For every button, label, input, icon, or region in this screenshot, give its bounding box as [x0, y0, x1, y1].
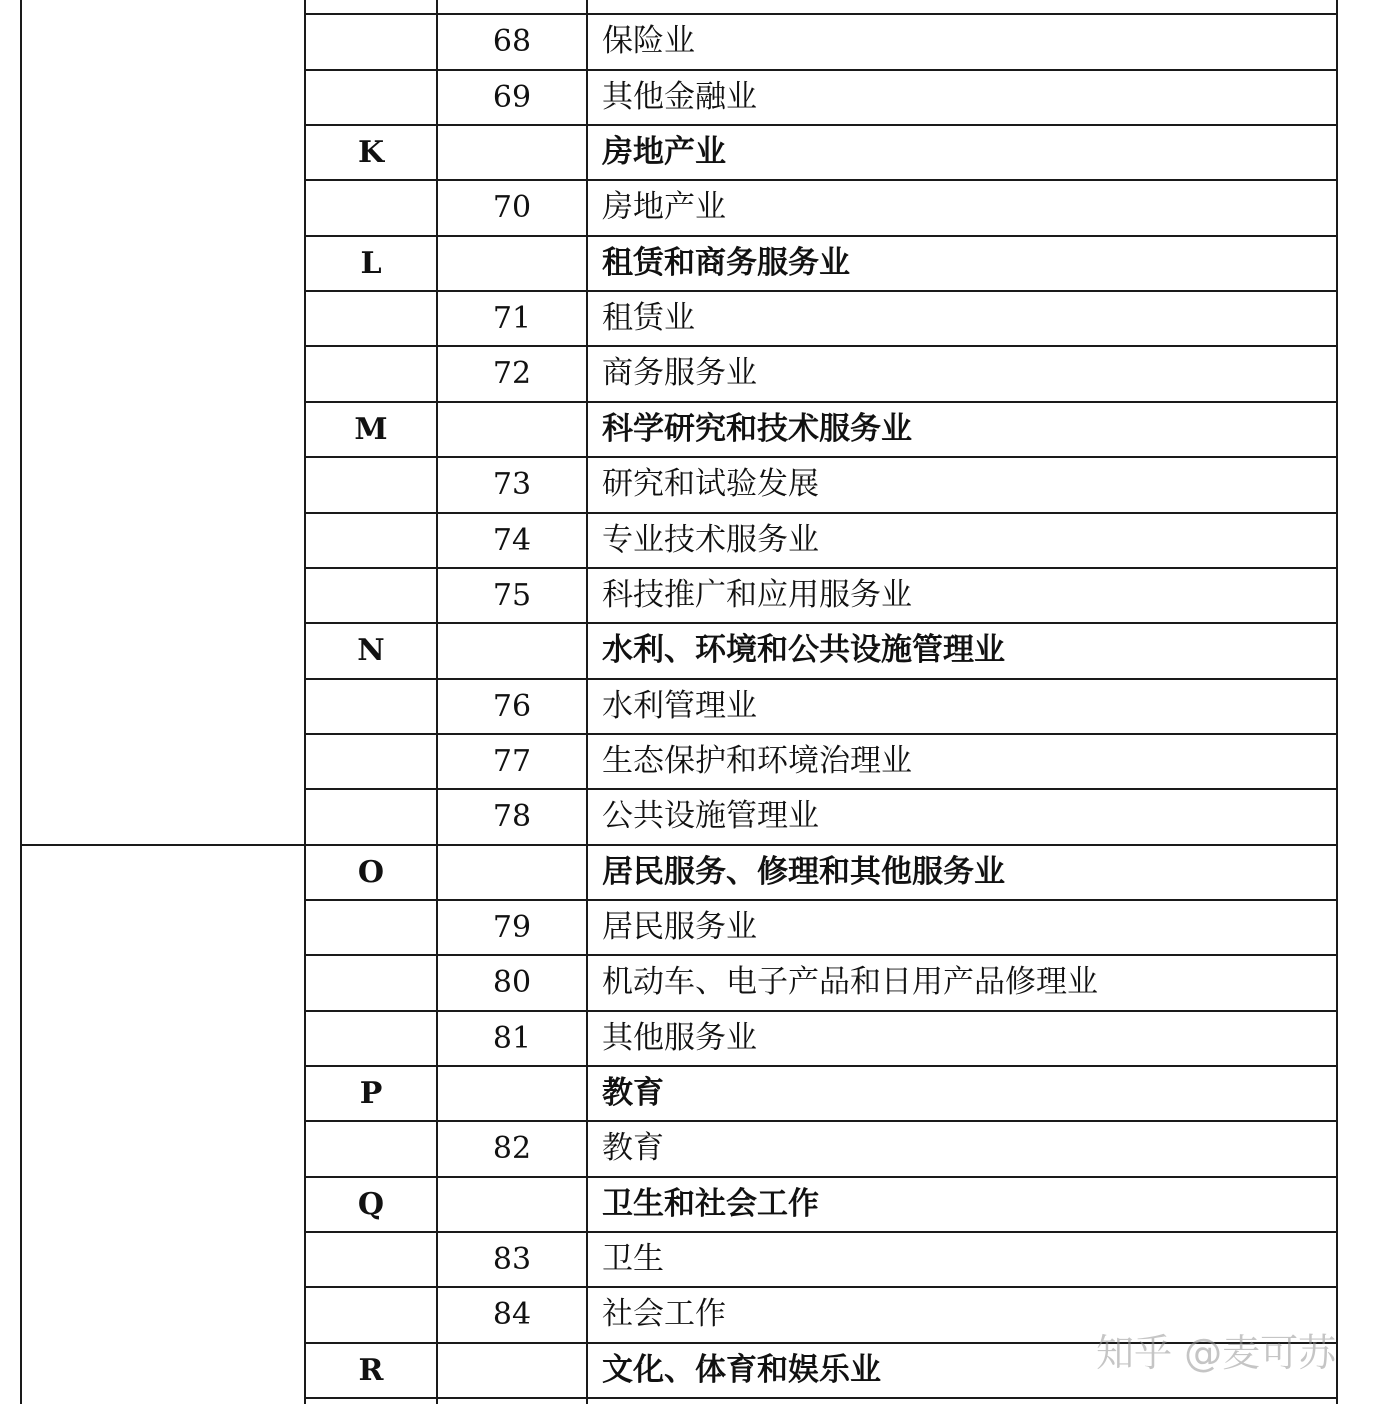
division-code: 76: [492, 689, 532, 724]
section-code: [306, 1287, 436, 1342]
division-code: [438, 236, 586, 291]
section-code: [306, 1121, 436, 1176]
section-code: L: [360, 246, 382, 281]
division-code: 81: [492, 1021, 532, 1056]
section-code: [306, 789, 436, 844]
industry-name: 水利管理业: [602, 688, 757, 724]
section-code: [306, 70, 436, 125]
industry-name: 卫生和社会工作: [602, 1186, 819, 1222]
industry-name: 研究和试验发展: [602, 466, 819, 502]
industry-name: 卫生: [602, 1241, 664, 1277]
industry-name: 房地产业: [602, 134, 726, 170]
watermark-text: 知乎 @麦可苏: [1096, 1331, 1337, 1375]
division-code: 69: [492, 80, 532, 115]
division-code: 75: [492, 578, 532, 613]
division-code: 73: [492, 467, 532, 502]
division-code: [438, 1066, 586, 1121]
industry-name: 租赁和商务服务业: [602, 245, 850, 281]
section-code: [306, 346, 436, 401]
industry-name: 商务服务业: [602, 355, 757, 391]
industry-name: 教育: [602, 1130, 664, 1166]
section-code: [306, 900, 436, 955]
industry-name: 房地产业: [602, 189, 726, 225]
section-code: M: [354, 412, 388, 447]
section-code: [306, 568, 436, 623]
section-code: Q: [357, 1187, 385, 1222]
section-code: R: [358, 1353, 384, 1388]
industry-name: 保险业: [602, 23, 695, 59]
outer-right-border: [1336, 0, 1338, 1404]
industry-name: 社会工作: [602, 1296, 726, 1332]
industry-name: 教育: [602, 1075, 664, 1111]
section-code: N: [357, 633, 385, 668]
division-code: 80: [492, 965, 532, 1000]
section-code: [306, 679, 436, 734]
industry-name: 居民服务、修理和其他服务业: [602, 854, 1005, 890]
division-code: [438, 623, 586, 678]
division-code: 70: [492, 190, 532, 225]
column-border: [586, 0, 588, 1404]
division-code: 83: [492, 1242, 532, 1277]
section-code: [306, 1011, 436, 1066]
division-code: [438, 125, 586, 180]
division-code: 68: [492, 24, 532, 59]
division-code: 71: [492, 301, 532, 336]
section-code: [306, 291, 436, 346]
industry-name: 居民服务业: [602, 909, 757, 945]
industry-name: 公共设施管理业: [602, 798, 819, 834]
division-code: 78: [492, 799, 532, 834]
division-code: [438, 845, 586, 900]
industry-name: 科学研究和技术服务业: [602, 411, 912, 447]
industry-name: 机动车、电子产品和日用产品修理业: [602, 964, 1098, 1000]
industry-name: 专业技术服务业: [602, 522, 819, 558]
section-code: [306, 14, 436, 69]
section-code: [306, 180, 436, 235]
division-code: [438, 1177, 586, 1232]
section-code: P: [359, 1076, 383, 1111]
division-code: 84: [492, 1297, 532, 1332]
section-code: [306, 457, 436, 512]
section-code: [306, 734, 436, 789]
division-code: [438, 0, 586, 14]
section-code: [306, 1232, 436, 1287]
division-code: 77: [492, 744, 532, 779]
outer-left-border: [20, 0, 22, 1404]
section-code: [306, 513, 436, 568]
industry-name: 水利、环境和公共设施管理业: [602, 632, 1005, 668]
section-code: O: [357, 855, 385, 890]
division-code: 79: [492, 910, 532, 945]
industry-name: 文化、体育和娱乐业: [602, 1352, 881, 1388]
industry-name: 租赁业: [602, 300, 695, 336]
section-code: K: [357, 135, 385, 170]
industry-name: 其他金融业: [602, 79, 757, 115]
division-code: 74: [492, 523, 532, 558]
section-code: [306, 0, 436, 14]
section-code: [306, 955, 436, 1010]
industry-name: 科技推广和应用服务业: [602, 577, 912, 613]
group-border: [20, 844, 306, 846]
division-code: [438, 402, 586, 457]
division-code: 82: [492, 1131, 532, 1166]
division-code: [438, 1343, 586, 1398]
industry-name: 其他服务业: [602, 1020, 757, 1056]
division-code: 72: [492, 356, 532, 391]
industry-name: 生态保护和环境治理业: [602, 743, 912, 779]
